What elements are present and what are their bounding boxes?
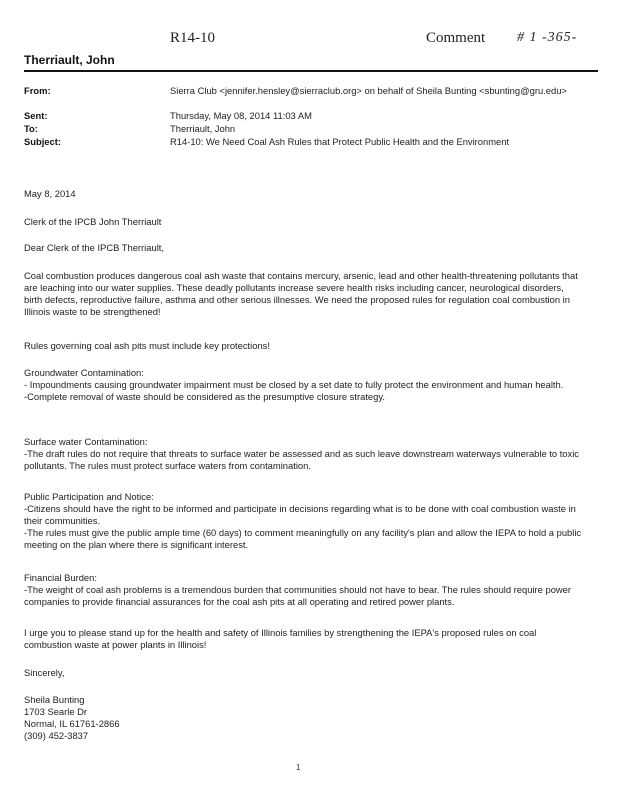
to-value: Therriault, John [170,123,236,134]
from-label: From: [24,85,51,96]
to-label: To: [24,123,38,134]
letter-intro-paragraph: Coal combustion produces dangerous coal ash waste that contains mercury, arsenic, lead and other health-threatening pollutants that are leaching into our water supplies. These deadly pollutants increase severe health risks including cancer, neurological disorders, birth defects, reproductive failure, asthma and other serious illnesses. We need the proposed rules for regulation coal combustion in Illinois waste to be strengthened! [24,270,578,317]
signature-name: Sheila Bunting [24,694,85,705]
public-participation-point-1: -Citizens should have the right to be informed and participate in decisions regarding what is to be done with coal combustion waste in their communities. [24,503,576,526]
groundwater-point-2: -Complete removal of waste should be considered as the presumptive closure strategy. [24,391,385,402]
letter-recipient: Clerk of the IPCB John Therriault [24,216,162,227]
financial-burden-point-1: -The weight of coal ash problems is a tremendous burden that communities should not have to bear. The rules should require power companies to provide financial assurances for the coal ash pits at all operating and retired power plants. [24,584,572,607]
signature-phone: (309) 452-3837 [24,730,89,741]
comment-stamp-label: Comment [426,30,486,46]
closing-plea-paragraph: I urge you to please stand up for the health and safety of Illinois families by strengthening the IEPA's proposed rules on coal combustion waste at power plants in Illinois! [24,627,537,650]
key-protections-line: Rules governing coal ash pits must include key protections! [24,340,270,351]
public-participation-section [24,491,584,551]
subject-value: R14-10: We Need Coal Ash Rules that Protect Public Health and the Environment [170,136,510,147]
financial-burden-section [24,572,584,608]
surface-water-point-1: -The draft rules do not require that threats to surface water be assessed and as such leave downstream waterways vulnerable to toxic pollutants. The rules must protect surface waters from contamination. [24,448,579,471]
sent-label: Sent: [24,110,48,121]
signature-city: Normal, IL 61761-2866 [24,718,120,729]
groundwater-heading: Groundwater Contamination: [24,367,144,378]
letter-signoff: Sincerely, [24,667,65,678]
signature-street: 1703 Searle Dr [24,706,88,717]
header-divider [24,70,598,72]
surface-water-heading: Surface water Contamination: [24,436,148,447]
subject-label: Subject: [24,136,61,147]
groundwater-point-1: - Impoundments causing groundwater impairment must be closed by a set date to fully protect the environment and human health. [24,379,564,390]
public-participation-point-2: -The rules must give the public ample time (60 days) to comment meaningfully on any facility's plan and allow the IEPA to hold a public meeting on the plan where there is significant interest. [24,527,582,550]
sent-value: Thursday, May 08, 2014 11:03 AM [170,110,312,121]
surface-water-section [24,436,584,472]
comment-number-stamp: # 1 -365- [517,30,578,45]
docket-stamp: R14-10 [170,30,215,46]
public-participation-heading: Public Participation and Notice: [24,491,154,502]
signature-block [24,694,584,742]
financial-burden-heading: Financial Burden: [24,572,97,583]
mailbox-owner-name: Therriault, John [24,53,115,67]
letter-date: May 8, 2014 [24,188,76,199]
groundwater-section [24,367,584,403]
from-value: Sierra Club <jennifer.hensley@sierraclub.org> on behalf of Sheila Bunting <sbunting@gru.edu> [170,85,567,96]
page-number: 1 [296,763,301,772]
letter-salutation: Dear Clerk of the IPCB Therriault, [24,242,164,253]
